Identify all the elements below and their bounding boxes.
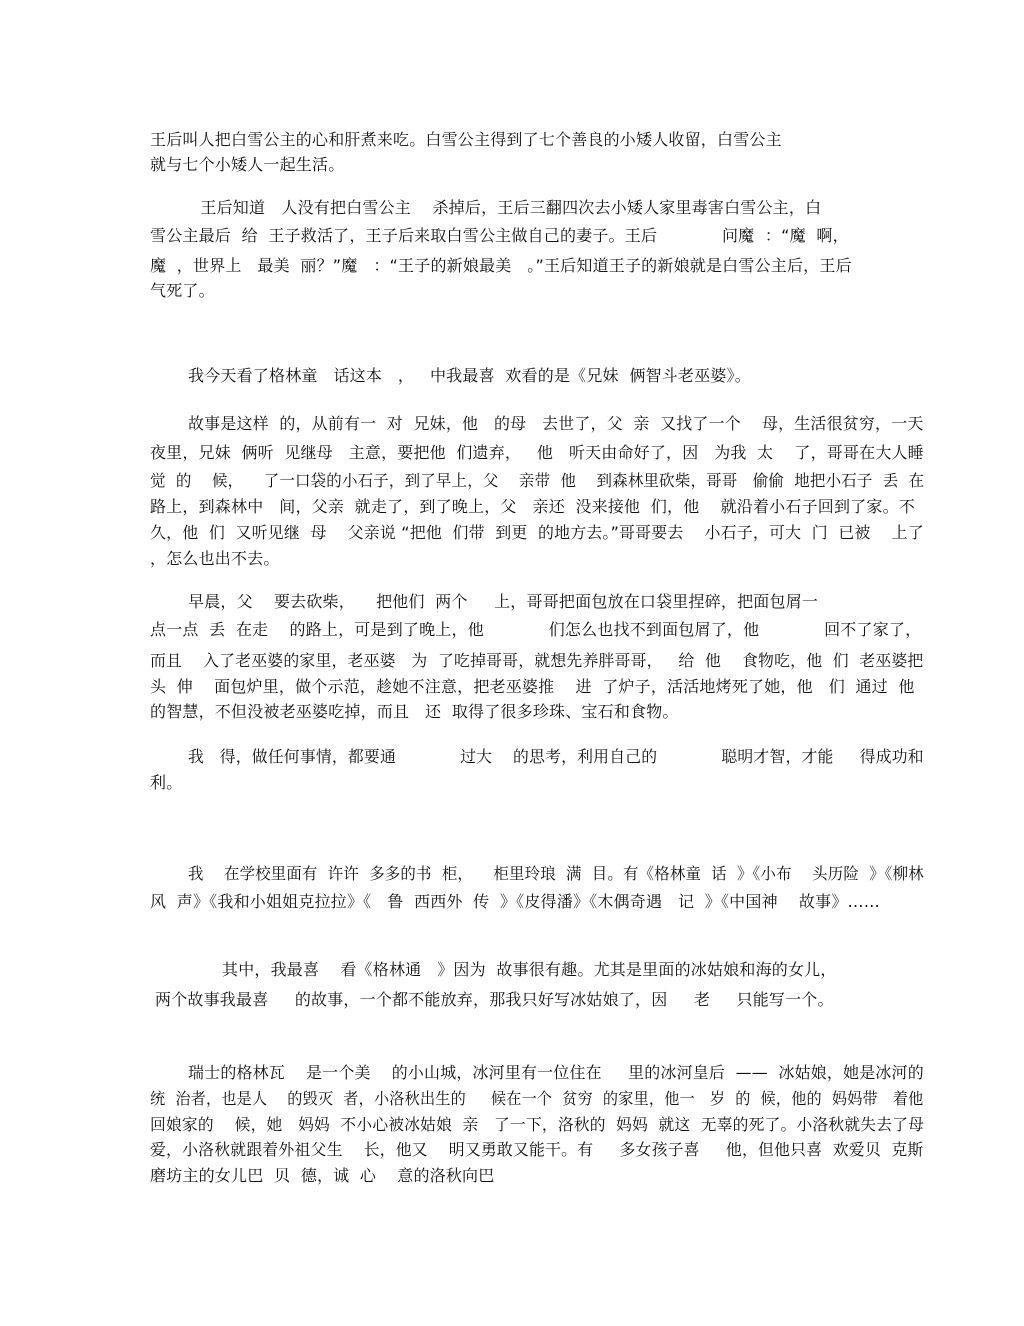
text-line: 王后知道 人没有把白雪公主 杀掉后，王后三翻四次去小矮人家里毒害白雪公主，白 <box>168 198 822 217</box>
text-line: 王后叫人把白雪公主的心和肝煮来吃。白雪公主得到了七个善良的小矮人收留，白雪公主 <box>150 130 782 149</box>
text-line: 头 伸 面包炉里，做个示范，趁她不注意，把老巫婆推 进 了炉子，活活地烤死了她，他 们 通过 他 <box>150 677 915 696</box>
text-line: 魔 ，世界上 最美 丽？”魔 ：“王子的新娘最美 。”王后知道王子的新娘就是白雪公主后，王后 <box>150 256 852 275</box>
text-line: 爱，小洛秋就跟着外祖父生 长，他又 明又勇敢又能干。有 多女孩子喜 他，但他只喜 欢爱贝 克斯 <box>150 1140 924 1159</box>
text-line: 我 在学校里面有 许许 多多的书 柜， 柜里玲琅 满 目。有《格林童 话 》《小布 头历险 》《柳林 <box>188 864 924 883</box>
text-line: 瑞士的格林瓦 是一个美 的小山城，冰河里有一位住在 里的冰河皇后 —— 冰姑娘，她是冰河的 <box>188 1063 924 1082</box>
text-line: 我今天看了格林童 话这本 ， 中我最喜 欢看的是《兄妹 俩智斗老巫婆》。 <box>188 366 751 385</box>
text-line: 风 声》《我和小姐姐克拉拉》《 鲁 西西外 传 》《皮得潘》《木偶奇遇 记 》《中国神 故事》…… <box>150 892 880 911</box>
text-line: 早晨，父 要去砍柴， 把他们 两个 上，哥哥把面包放在口袋里捏碎，把面包屑一 <box>188 592 819 611</box>
text-line: 的智慧，不但没被老巫婆吃掉，而且 还 取得了很多珍珠、宝石和食物。 <box>150 702 679 721</box>
text-line: 而且 入了老巫婆的家里，老巫婆 为 了吃掉哥哥，就想先养胖哥哥， 给 他 食物吃，他 们 老巫婆把 <box>150 651 924 670</box>
text-line: ，怎么也出不去。 <box>150 549 280 568</box>
text-line: 利。 <box>150 773 183 792</box>
text-line: 我 得，做任何事情，都要通 过大 的思考，利用自己的 聪明才智，才能 得成功和 <box>188 747 924 766</box>
text-line: 回娘家的 候，她 妈妈 不小心被冰姑娘 亲 了一下，洛秋的 妈妈 就这 无辜的死了。小洛秋就失去了母 <box>150 1115 925 1134</box>
text-line: 久，他 们 又听见继 母 父亲说 “把他 们带 到更 的地方去。”哥哥要去 小石子，可大 门 已被 上了 <box>150 523 924 542</box>
text-line: 磨坊主的女儿巴 贝 德，诚 心 意的洛秋向巴 <box>150 1166 495 1185</box>
text-line: 统 治者，也是人 的毁灭 者，小洛秋出生的 候在一个 贫穷 的家里，他一 岁 的 候，他的 妈妈带 着他 <box>150 1089 924 1108</box>
text-line: 雪公主最后 给 王子救活了，王子后来取白雪公主做自己的妻子。王后 问魔 ：“魔 啊， <box>150 226 849 245</box>
text-line: 两个故事我最喜 的故事，一个都不能放弃，那我只好写冰姑娘了，因 老 只能写一个。 <box>155 990 834 1009</box>
text-line: 觉 的 候， 了一口袋的小石子，到了早上，父 亲带 他 到森林里砍柴，哥哥 偷偷 地把小石子 丢 在 <box>150 471 925 490</box>
text-line: 就与七个小矮人一起生活。 <box>150 155 345 174</box>
text-line: 故事是这样 的，从前有一 对 兄妹，他 的母 去世了，父 亲 又找了一个 母，生活很贫穷，一天 <box>188 414 924 433</box>
text-line: 夜里，兄妹 俩听 见继母 主意，要把他 们遗弃， 他 听天由命好了，因 为我 太 了，哥哥在大人睡 <box>150 443 924 462</box>
text-line: 路上，到森林中 间，父亲 就走了，到了晚上，父 亲还 没来接他 们，他 就沿着小石子回到了家。不 <box>150 497 915 516</box>
text-line: 气死了。 <box>150 281 215 300</box>
text-line: 其中，我最喜 看《格林通 》因为 故事很有趣。尤其是里面的冰姑娘和海的女儿， <box>222 960 837 979</box>
text-line: 点一点 丢 在走 的路上，可是到了晚上，他 们怎么也找不到面包屑了，他 回不了家了， <box>150 620 922 639</box>
